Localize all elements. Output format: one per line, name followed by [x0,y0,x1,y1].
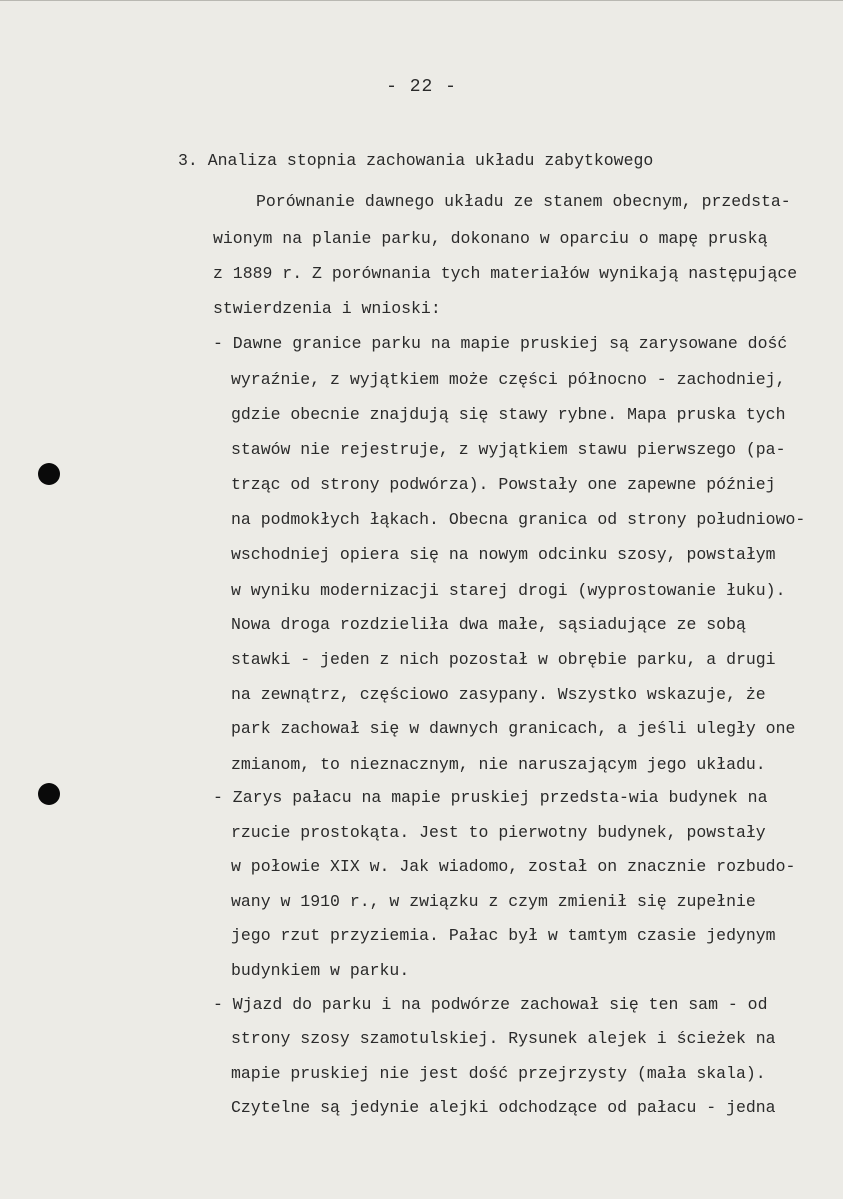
bullet-line: wschodniej opiera się na nowym odcinku szosy, powstałym [231,545,776,564]
punch-hole-bottom [38,783,60,805]
bullet-line: trząc od strony podwórza). Powstały one zapewne później [231,475,776,494]
bullet-line: Nowa droga rozdzieliła dwa małe, sąsiadujące ze sobą [231,615,746,634]
bullet-line: gdzie obecnie znajdują się stawy rybne. Mapa pruska tych [231,405,786,424]
bullet-line: na podmokłych łąkach. Obecna granica od strony południowo- [231,510,806,529]
intro-line: Porównanie dawnego układu ze stanem obecnym, przedsta- [256,192,791,211]
punch-hole-top [38,463,60,485]
intro-line: wionym na planie parku, dokonano w oparciu o mapę pruską [213,229,768,248]
bullet-line: wyraźnie, z wyjątkiem może części północno - zachodniej, [231,370,786,389]
bullet-line: - Dawne granice parku na mapie pruskiej są zarysowane dość [213,334,788,353]
bullet-line: Czytelne są jedynie alejki odchodzące od pałacu - jedna [231,1098,776,1117]
intro-line: stwierdzenia i wnioski: [213,299,441,318]
bullet-line: strony szosy szamotulskiej. Rysunek alejek i ścieżek na [231,1029,776,1048]
intro-line: z 1889 r. Z porównania tych materiałów wynikają następujące [213,264,798,283]
bullet-line: jego rzut przyziemia. Pałac był w tamtym czasie jedynym [231,926,776,945]
bullet-line: park zachował się w dawnych granicach, a jeśli uległy one [231,719,796,738]
bullet-line: rzucie prostokąta. Jest to pierwotny budynek, powstały [231,823,766,842]
bullet-line: - Zarys pałacu na mapie pruskiej przedsta-wia budynek na [213,788,768,807]
bullet-line: mapie pruskiej nie jest dość przejrzysty (mała skala). [231,1064,766,1083]
bullet-line: zmianom, to nieznacznym, nie naruszającym jego układu. [231,755,766,774]
bullet-line: budynkiem w parku. [231,961,410,980]
bullet-line: stawki - jeden z nich pozostał w obrębie parku, a drugi [231,650,776,669]
bullet-line: stawów nie rejestruje, z wyjątkiem stawu pierwszego (pa- [231,440,786,459]
bullet-line: wany w 1910 r., w związku z czym zmienił się zupełnie [231,892,756,911]
bullet-line: - Wjazd do parku i na podwórze zachował się ten sam - od [213,995,768,1014]
page-number: - 22 - [386,77,457,97]
bullet-line: na zewnątrz, częściowo zasypany. Wszystko wskazuje, że [231,685,766,704]
section-heading: 3. Analiza stopnia zachowania układu zabytkowego [178,151,654,170]
bullet-line: w wyniku modernizacji starej drogi (wyprostowanie łuku). [231,581,786,600]
bullet-line: w połowie XIX w. Jak wiadomo, został on znacznie rozbudo- [231,857,796,876]
